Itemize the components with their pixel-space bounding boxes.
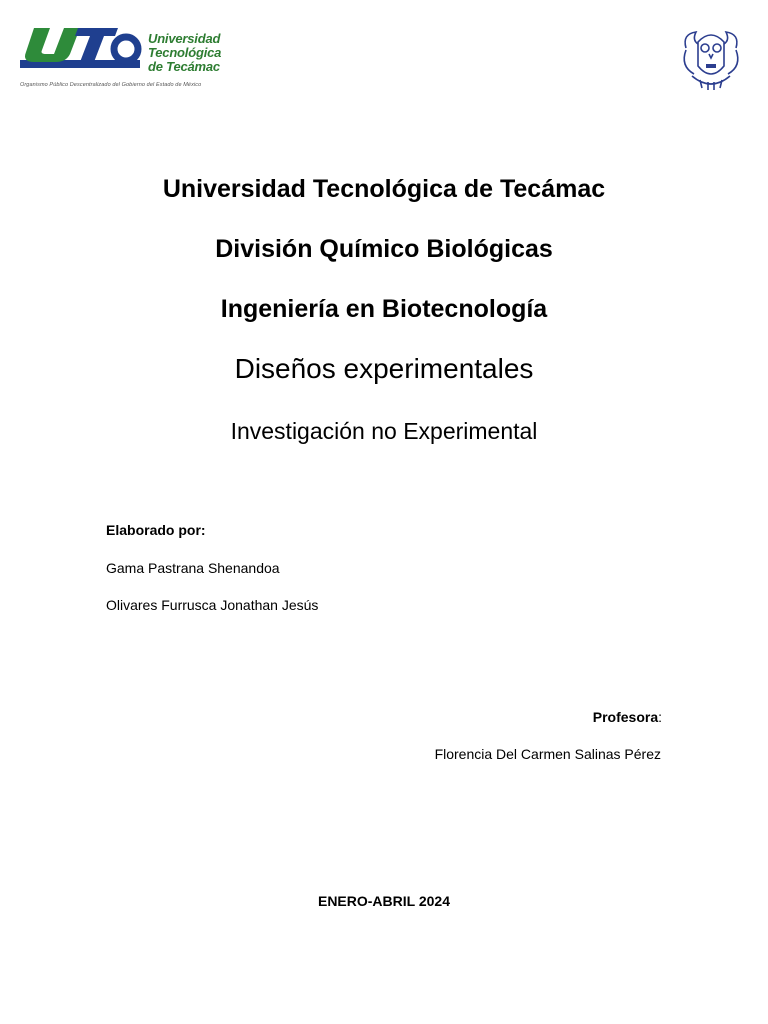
program-title: Ingeniería en Biotecnología bbox=[220, 295, 548, 323]
logo-line: Tecnológica bbox=[148, 45, 222, 60]
author-name: Gama Pastrana Shenandoa bbox=[106, 560, 280, 576]
logo-line: de Tecámac bbox=[148, 59, 220, 74]
logo-tagline: Organismo Público Descentralizado del Gobierno del Estado de México bbox=[20, 82, 202, 88]
teacher-label-colon: : bbox=[658, 709, 662, 725]
topic-title: Investigación no Experimental bbox=[230, 418, 538, 444]
logo-line: Universidad bbox=[148, 31, 221, 46]
ut-logo-mark-icon bbox=[20, 24, 142, 78]
university-title: Universidad Tecnológica de Tecámac bbox=[162, 175, 606, 203]
division-title: División Químico Biológicas bbox=[215, 235, 553, 263]
teacher-name: Florencia Del Carmen Salinas Pérez bbox=[434, 746, 661, 762]
author-name: Olivares Furrusca Jonathan Jesús bbox=[106, 597, 319, 613]
authors-label: Elaborado por: bbox=[106, 522, 206, 538]
owl-emblem-icon bbox=[678, 26, 744, 96]
teacher-label: Profesora bbox=[592, 709, 659, 725]
university-name bbox=[148, 32, 248, 74]
ut-logo bbox=[20, 24, 242, 90]
period: ENERO-ABRIL 2024 bbox=[317, 893, 450, 909]
teacher-label-row bbox=[593, 709, 662, 725]
subject-title: Diseños experimentales bbox=[234, 353, 534, 384]
